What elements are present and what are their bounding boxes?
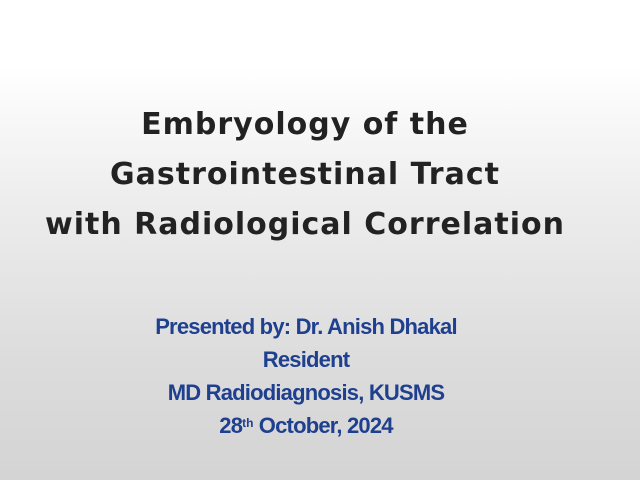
date-ordinal-suffix: th <box>242 416 254 430</box>
presenter-info <box>0 310 612 442</box>
presentation-date <box>0 409 612 442</box>
presenter-name: Presented by: Dr. Anish Dhakal <box>155 314 457 339</box>
date-day: 28 <box>219 413 243 438</box>
slide-title <box>0 100 610 250</box>
title-line-1: Embryology of the <box>141 107 469 142</box>
date-month-year: October, 2024 <box>253 413 393 438</box>
presenter-affiliation: MD Radiodiagnosis, KUSMS <box>167 380 445 405</box>
presenter-role: Resident <box>262 347 350 372</box>
title-line-2: Gastrointestinal Tract <box>110 157 500 192</box>
title-line-3: with Radiological Correlation <box>45 207 565 242</box>
